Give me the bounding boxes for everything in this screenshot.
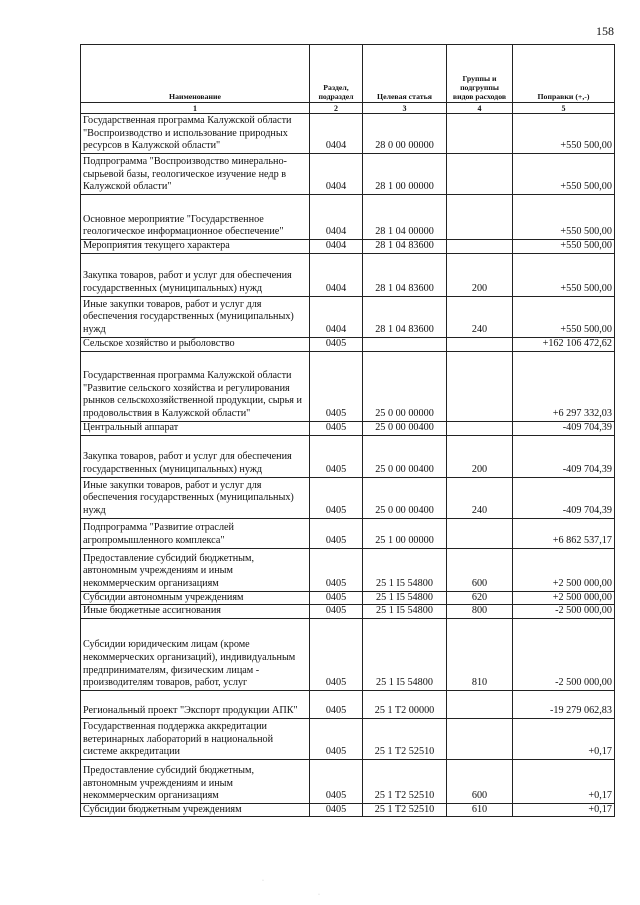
row-group: [447, 518, 513, 548]
row-amount: +0,17: [513, 803, 615, 817]
row-amount: +6 862 537,17: [513, 518, 615, 548]
row-section: 0405: [310, 548, 363, 591]
row-amount: +550 500,00: [513, 240, 615, 254]
row-group: 200: [447, 253, 513, 296]
row-name: Государственная поддержка аккредитации ветеринарных лабораторий в национальной системе аккредитации: [81, 718, 310, 759]
header-target: Целевая статья: [363, 45, 447, 103]
row-amount: -409 704,39: [513, 435, 615, 477]
row-section: 0405: [310, 803, 363, 817]
row-name: Иные закупки товаров, работ и услуг для обеспечения государственных (муниципальных) нужд: [81, 477, 310, 518]
column-number: 3: [363, 103, 447, 114]
column-number: 1: [81, 103, 310, 114]
table-row: [81, 518, 615, 548]
row-target: 25 1 T2 52510: [363, 718, 447, 759]
row-target: 28 1 00 00000: [363, 154, 447, 195]
row-amount: +550 500,00: [513, 154, 615, 195]
row-name: Закупка товаров, работ и услуг для обеспечения государственных (муниципальных) нужд: [81, 435, 310, 477]
row-section: 0405: [310, 351, 363, 421]
row-name: Закупка товаров, работ и услуг для обеспечения государственных (муниципальных) нужд: [81, 253, 310, 296]
row-amount: +550 500,00: [513, 195, 615, 240]
row-group: [447, 351, 513, 421]
row-name: Центральный аппарат: [81, 421, 310, 435]
header-amount: Поправки (+,-): [513, 45, 615, 103]
row-name: Субсидии автономным учреждениям: [81, 591, 310, 605]
row-section: 0404: [310, 154, 363, 195]
row-name: Субсидии юридическим лицам (кроме некоммерческих организаций), индивидуальным предпринимателям, физическим лицам - производителям товаров, работ, услуг: [81, 618, 310, 690]
page-number: 158: [596, 24, 614, 38]
row-group: [447, 421, 513, 435]
scan-speck: ·: [262, 878, 264, 884]
row-target: 25 0 00 00400: [363, 421, 447, 435]
row-name: Подпрограмма "Воспроизводство минерально-сырьевой базы, геологическое изучение недр в Калужской области": [81, 154, 310, 195]
row-name: Иные бюджетные ассигнования: [81, 605, 310, 619]
row-section: 0405: [310, 337, 363, 351]
row-amount: -409 704,39: [513, 477, 615, 518]
row-name: Мероприятия текущего характера: [81, 240, 310, 254]
row-group: [447, 718, 513, 759]
table-row: [81, 296, 615, 337]
row-amount: +0,17: [513, 759, 615, 803]
row-name: Региональный проект "Экспорт продукции АПК": [81, 690, 310, 718]
row-target: [363, 337, 447, 351]
table-row: [81, 605, 615, 619]
table-row: [81, 618, 615, 690]
header-name: Наименование: [81, 45, 310, 103]
column-number: 2: [310, 103, 363, 114]
row-target: 28 1 04 00000: [363, 195, 447, 240]
header-group: Группы и подгруппы видов расходов: [447, 45, 513, 103]
row-amount: -19 279 062,83: [513, 690, 615, 718]
row-target: 25 1 00 00000: [363, 518, 447, 548]
row-amount: +6 297 332,03: [513, 351, 615, 421]
table-row: [81, 548, 615, 591]
table-row: [81, 718, 615, 759]
scan-speck: ·: [318, 892, 320, 898]
row-target: 25 0 00 00400: [363, 435, 447, 477]
row-group: 810: [447, 618, 513, 690]
row-group: [447, 114, 513, 154]
row-section: 0405: [310, 759, 363, 803]
row-target: 28 0 00 00000: [363, 114, 447, 154]
row-name: Государственная программа Калужской области "Развитие сельского хозяйства и регулирования рынков сельскохозяйственной продукции, сырья и продовольствия в Калужской области": [81, 351, 310, 421]
row-name: Субсидии бюджетным учреждениям: [81, 803, 310, 817]
table-row: [81, 477, 615, 518]
row-amount: +550 500,00: [513, 114, 615, 154]
row-section: 0404: [310, 195, 363, 240]
row-group: [447, 337, 513, 351]
row-target: 28 1 04 83600: [363, 296, 447, 337]
table-row: [81, 337, 615, 351]
row-group: [447, 154, 513, 195]
row-section: 0405: [310, 690, 363, 718]
row-target: 25 1 I5 54800: [363, 618, 447, 690]
row-target: 25 1 I5 54800: [363, 591, 447, 605]
row-group: 240: [447, 296, 513, 337]
row-group: 600: [447, 759, 513, 803]
table-row: [81, 421, 615, 435]
row-section: 0405: [310, 435, 363, 477]
table-row: [81, 803, 615, 817]
row-group: 200: [447, 435, 513, 477]
row-section: 0405: [310, 518, 363, 548]
row-amount: +162 106 472,62: [513, 337, 615, 351]
row-group: 610: [447, 803, 513, 817]
table-row: [81, 591, 615, 605]
table-row: [81, 240, 615, 254]
header-section: Раздел, подраздел: [310, 45, 363, 103]
row-group: 240: [447, 477, 513, 518]
row-section: 0405: [310, 618, 363, 690]
row-amount: -409 704,39: [513, 421, 615, 435]
row-group: [447, 195, 513, 240]
row-target: 25 1 I5 54800: [363, 605, 447, 619]
row-group: [447, 240, 513, 254]
row-section: 0404: [310, 240, 363, 254]
row-section: 0404: [310, 114, 363, 154]
row-target: 25 0 00 00000: [363, 351, 447, 421]
row-amount: +550 500,00: [513, 296, 615, 337]
row-target: 25 1 T2 52510: [363, 759, 447, 803]
table-row: [81, 114, 615, 154]
table-row: [81, 154, 615, 195]
row-amount: +550 500,00: [513, 253, 615, 296]
row-amount: +2 500 000,00: [513, 548, 615, 591]
row-amount: -2 500 000,00: [513, 618, 615, 690]
column-number: 5: [513, 103, 615, 114]
row-amount: +2 500 000,00: [513, 591, 615, 605]
row-section: 0405: [310, 605, 363, 619]
table-row: [81, 351, 615, 421]
row-section: 0405: [310, 421, 363, 435]
row-section: 0405: [310, 591, 363, 605]
row-target: 25 1 T2 52510: [363, 803, 447, 817]
table-row: [81, 690, 615, 718]
row-group: 620: [447, 591, 513, 605]
row-section: 0404: [310, 253, 363, 296]
row-name: Предоставление субсидий бюджетным, автономным учреждениям и иным некоммерческим организациям: [81, 548, 310, 591]
column-number: 4: [447, 103, 513, 114]
row-amount: +0,17: [513, 718, 615, 759]
row-target: 25 0 00 00400: [363, 477, 447, 518]
row-section: 0405: [310, 477, 363, 518]
row-name: Государственная программа Калужской области "Воспроизводство и использование природных ресурсов в Калужской области": [81, 114, 310, 154]
row-amount: -2 500 000,00: [513, 605, 615, 619]
row-name: Сельское хозяйство и рыболовство: [81, 337, 310, 351]
row-name: Подпрограмма "Развитие отраслей агропромышленного комплекса": [81, 518, 310, 548]
row-group: 600: [447, 548, 513, 591]
row-group: 800: [447, 605, 513, 619]
budget-amendments-table: [80, 44, 615, 817]
table-row: [81, 759, 615, 803]
row-name: Основное мероприятие "Государственное геологическое информационное обеспечение": [81, 195, 310, 240]
row-section: 0405: [310, 718, 363, 759]
table-row: [81, 253, 615, 296]
row-name: Предоставление субсидий бюджетным, автономным учреждениям и иным некоммерческим организациям: [81, 759, 310, 803]
table-row: [81, 435, 615, 477]
row-target: 25 1 I5 54800: [363, 548, 447, 591]
row-target: 25 1 T2 00000: [363, 690, 447, 718]
row-target: 28 1 04 83600: [363, 240, 447, 254]
table-row: [81, 195, 615, 240]
row-target: 28 1 04 83600: [363, 253, 447, 296]
row-name: Иные закупки товаров, работ и услуг для обеспечения государственных (муниципальных) нужд: [81, 296, 310, 337]
row-section: 0404: [310, 296, 363, 337]
row-group: [447, 690, 513, 718]
